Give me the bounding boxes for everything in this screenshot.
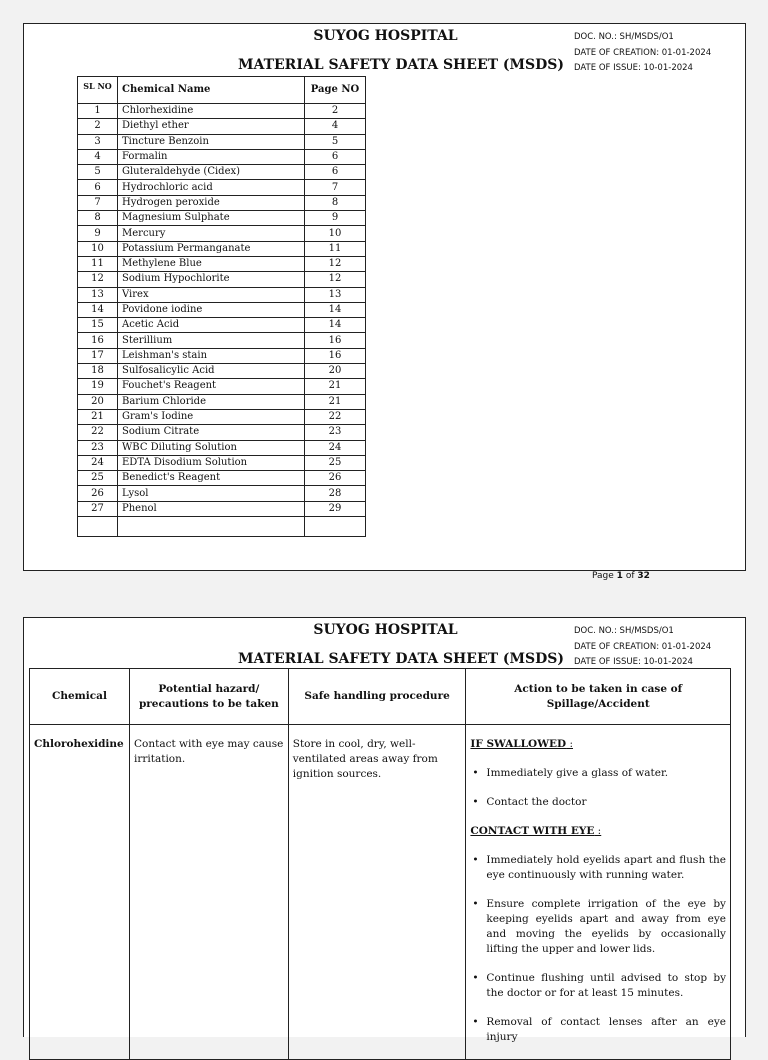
table-row (78, 409, 366, 424)
index-name-cell: Methylene Blue (118, 256, 305, 271)
index-sl-cell: 6 (78, 180, 118, 195)
index-page-cell: 8 (305, 195, 366, 210)
index-page-cell: 28 (305, 486, 366, 501)
msds-row (30, 725, 731, 1060)
index-sl-cell: 3 (78, 134, 118, 149)
index-col-sl: SL NO (78, 77, 118, 104)
index-name-cell: Fouchet's Reagent (118, 379, 305, 394)
index-name-cell: Hydrochloric acid (118, 180, 305, 195)
document-title: MATERIAL SAFETY DATA SHEET (MSDS) (238, 57, 565, 73)
index-page-cell: 5 (305, 134, 366, 149)
index-sl-cell: 18 (78, 364, 118, 379)
index-page-cell: 24 (305, 440, 366, 455)
page-number (592, 571, 650, 581)
index-name-cell: Sterillium (118, 333, 305, 348)
list-item: • Contact the doctor (470, 795, 726, 810)
index-page-cell: 2 (305, 104, 366, 119)
index-name-cell: Povidone iodine (118, 302, 305, 317)
index-name-cell: Gluteraldehyde (Cidex) (118, 165, 305, 180)
msds-col-chemical: Chemical (30, 669, 130, 725)
index-page-cell: 22 (305, 409, 366, 424)
index-header-row (78, 77, 366, 104)
index-sl-cell: 17 (78, 348, 118, 363)
index-page-cell: 10 (305, 226, 366, 241)
index-page-cell: 12 (305, 256, 366, 271)
index-name-cell: Leishman's stain (118, 348, 305, 363)
index-sl-cell: 10 (78, 241, 118, 256)
index-name-cell: Hydrogen peroxide (118, 195, 305, 210)
table-row (78, 333, 366, 348)
index-page-cell: 7 (305, 180, 366, 195)
date-of-issue: DATE OF ISSUE: 10-01-2024 (574, 63, 693, 73)
index-page-cell: 13 (305, 287, 366, 302)
page-2 (23, 617, 746, 1043)
hospital-name: SUYOG HOSPITAL (313, 622, 458, 638)
msds-chemical-name: Chlorohexidine (30, 725, 130, 1060)
index-sl-cell: 26 (78, 486, 118, 501)
table-row (78, 471, 366, 486)
table-row (78, 364, 366, 379)
index-sl-cell: 1 (78, 104, 118, 119)
table-row (78, 134, 366, 149)
index-name-cell: Chlorhexidine (118, 104, 305, 119)
table-row (78, 379, 366, 394)
table-row (78, 501, 366, 516)
list-item: • Immediately give a glass of water. (470, 766, 726, 781)
index-name-cell: Virex (118, 287, 305, 302)
table-row (78, 195, 366, 210)
table-row (78, 104, 366, 119)
eye-contact-list (470, 853, 726, 1045)
index-page-cell: 16 (305, 333, 366, 348)
table-row (78, 241, 366, 256)
index-name-cell: Sodium Hypochlorite (118, 272, 305, 287)
date-of-creation: DATE OF CREATION: 01-01-2024 (574, 47, 712, 58)
index-sl-cell: 22 (78, 425, 118, 440)
list-item: • Immediately hold eyelids apart and flush the eye continuously with running water. (470, 853, 726, 883)
empty-cell (305, 517, 366, 537)
index-page-cell: 6 (305, 149, 366, 164)
index-sl-cell: 25 (78, 471, 118, 486)
index-name-cell: Sulfosalicylic Acid (118, 364, 305, 379)
msds-hazard: Contact with eye may cause irritation. (129, 725, 288, 1060)
msds-col-action: Action to be taken in case of Spillage/Accident (466, 669, 731, 725)
page-current: 1 (616, 571, 623, 581)
table-row (78, 165, 366, 180)
empty-cell (78, 517, 118, 537)
table-row (78, 226, 366, 241)
index-name-cell: EDTA Disodium Solution (118, 455, 305, 470)
index-name-cell: Sodium Citrate (118, 425, 305, 440)
index-page-cell: 16 (305, 348, 366, 363)
index-name-cell: Magnesium Sulphate (118, 211, 305, 226)
index-sl-cell: 2 (78, 119, 118, 134)
index-page-cell: 29 (305, 501, 366, 516)
index-page-cell: 20 (305, 364, 366, 379)
document-meta (574, 624, 711, 671)
document-title: MATERIAL SAFETY DATA SHEET (MSDS) (238, 651, 565, 667)
doc-number: DOC. NO.: SH/MSDS/O1 (574, 32, 674, 42)
table-row (78, 486, 366, 501)
index-sl-cell: 5 (78, 165, 118, 180)
index-sl-cell: 11 (78, 256, 118, 271)
index-name-cell: Formalin (118, 149, 305, 164)
index-name-cell: Acetic Acid (118, 318, 305, 333)
table-row (78, 455, 366, 470)
index-page-cell: 12 (305, 272, 366, 287)
index-name-cell: WBC Diluting Solution (118, 440, 305, 455)
table-row (78, 256, 366, 271)
date-of-creation: DATE OF CREATION: 01-01-2024 (574, 641, 712, 652)
index-page-cell: 6 (305, 165, 366, 180)
index-sl-cell: 19 (78, 379, 118, 394)
index-body (78, 104, 366, 537)
document-meta (574, 30, 711, 77)
index-sl-cell: 8 (78, 211, 118, 226)
index-sl-cell: 27 (78, 501, 118, 516)
msds-action (466, 725, 731, 1060)
date-of-issue: DATE OF ISSUE: 10-01-2024 (574, 657, 693, 667)
index-sl-cell: 7 (78, 195, 118, 210)
index-page-cell: 14 (305, 302, 366, 317)
table-row (78, 318, 366, 333)
index-page-cell: 14 (305, 318, 366, 333)
index-col-page: Page NO (305, 77, 366, 104)
index-name-cell: Benedict's Reagent (118, 471, 305, 486)
index-sl-cell: 14 (78, 302, 118, 317)
doc-number: DOC. NO.: SH/MSDS/O1 (574, 626, 674, 636)
index-col-name: Chemical Name (118, 77, 305, 104)
index-sl-cell: 4 (78, 149, 118, 164)
hospital-name: SUYOG HOSPITAL (313, 28, 458, 44)
index-sl-cell: 16 (78, 333, 118, 348)
page-1 (23, 23, 746, 571)
msds-table (29, 668, 731, 1060)
index-page-cell: 26 (305, 471, 366, 486)
list-item: • Ensure complete irrigation of the eye by keeping eyelids apart and away from eye and moving the eyelids by occasionally lifting the upper and lower lids. (470, 897, 726, 957)
index-sl-cell: 21 (78, 409, 118, 424)
index-name-cell: Diethyl ether (118, 119, 305, 134)
msds-col-handling: Safe handling procedure (288, 669, 466, 725)
table-row (78, 180, 366, 195)
index-name-cell: Barium Chloride (118, 394, 305, 409)
swallowed-list (470, 766, 726, 810)
page-total: 32 (637, 571, 650, 581)
table-row (78, 149, 366, 164)
index-sl-cell: 20 (78, 394, 118, 409)
index-sl-cell: 24 (78, 455, 118, 470)
page-prefix: Page (592, 571, 614, 581)
table-row (78, 425, 366, 440)
table-row (78, 348, 366, 363)
chemical-index-table (77, 76, 366, 537)
msds-header-row (30, 669, 731, 725)
table-row (78, 440, 366, 455)
eye-contact-heading: CONTACT WITH EYE : (470, 825, 602, 837)
table-row-empty (78, 517, 366, 537)
msds-handling: Store in cool, dry, well-ventilated areas away from ignition sources. (288, 725, 466, 1060)
index-name-cell: Potassium Permanganate (118, 241, 305, 256)
table-row (78, 287, 366, 302)
msds-col-hazard: Potential hazard/ precautions to be taken (129, 669, 288, 725)
index-page-cell: 4 (305, 119, 366, 134)
index-name-cell: Mercury (118, 226, 305, 241)
index-page-cell: 25 (305, 455, 366, 470)
table-row (78, 394, 366, 409)
index-name-cell: Phenol (118, 501, 305, 516)
index-sl-cell: 12 (78, 272, 118, 287)
index-page-cell: 23 (305, 425, 366, 440)
table-row (78, 119, 366, 134)
index-sl-cell: 15 (78, 318, 118, 333)
index-page-cell: 21 (305, 379, 366, 394)
index-sl-cell: 9 (78, 226, 118, 241)
index-page-cell: 9 (305, 211, 366, 226)
list-item: • Continue flushing until advised to stop by the doctor or for at least 15 minutes. (470, 971, 726, 1001)
swallowed-heading: IF SWALLOWED : (470, 738, 573, 750)
index-name-cell: Gram's Iodine (118, 409, 305, 424)
page-of: of (625, 571, 635, 581)
index-page-cell: 11 (305, 241, 366, 256)
table-row (78, 211, 366, 226)
index-sl-cell: 13 (78, 287, 118, 302)
table-row (78, 272, 366, 287)
index-sl-cell: 23 (78, 440, 118, 455)
index-name-cell: Lysol (118, 486, 305, 501)
list-item: • Removal of contact lenses after an eye injury (470, 1015, 726, 1045)
table-row (78, 302, 366, 317)
empty-cell (118, 517, 305, 537)
index-name-cell: Tincture Benzoin (118, 134, 305, 149)
index-page-cell: 21 (305, 394, 366, 409)
